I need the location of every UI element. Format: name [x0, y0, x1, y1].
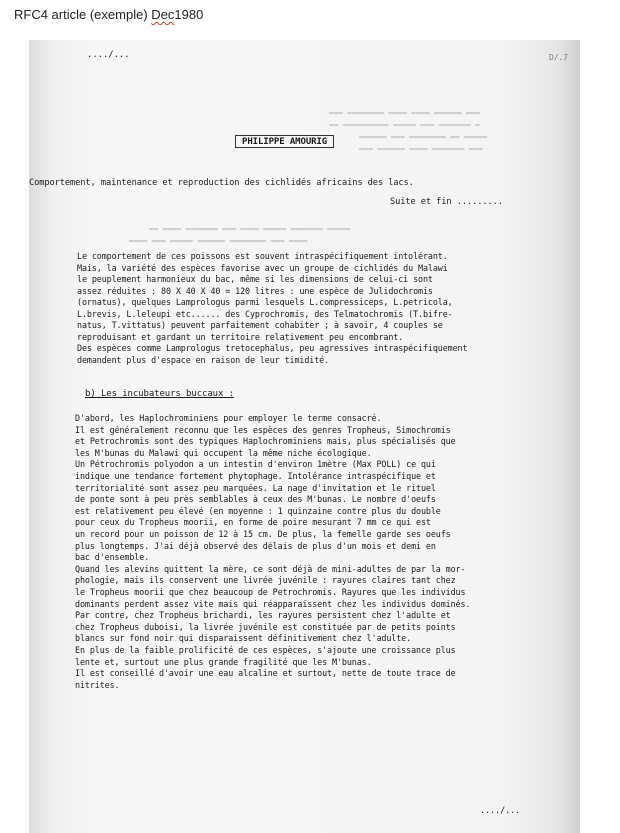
text-line: reproduisant et gardant un territoire relativement peu encombrant.: [77, 331, 404, 342]
text-line: Quand les alevins quittent la mère, ce sont déjà de mini-adultes de par la mor-: [75, 563, 466, 574]
text-line: un record pour un poisson de 12 à 15 cm. De plus, la femelle garde ses oeufs: [75, 529, 451, 539]
bleed-through: ▬▬▬ ▬▬▬▬▬▬ ▬▬▬▬ ▬▬▬▬▬▬▬ ▬▬▬: [359, 144, 483, 153]
text-line: lente et, surtout une plus grande fragilité que les M'bunas.: [75, 656, 372, 667]
text-line: plus longtemps. J'ai déjà observé des délais de plus d'un mois et demi en: [75, 540, 436, 551]
caption-prefix: RFC4 article (exemple): [14, 7, 152, 22]
text-line: Il est généralement reconnu que les espèces des genres Tropheus, Simochromis: [75, 424, 451, 435]
text-line: phologie, mais ils conservent une livrée juvénile : rayures claires tant chez: [75, 575, 456, 586]
text-line: le Tropheus moorii que chez beaucoup de Petrochromis. Rayures que les individus: [75, 587, 466, 597]
text-line: pour ceux du Tropheus moorii, en forme de poire mesurant 7 mm ce qui est: [75, 517, 431, 528]
text-line: Mais, la variété des espèces favorise avec un groupe de cichlidés du Malawi: [77, 262, 448, 273]
text-line: (ornatus), quelques Lamprologus parmi lesquels L.compressiceps, L.petricola,: [77, 297, 453, 307]
scanned-page: [29, 40, 580, 833]
text-line: D'abord, les Haplochrominiens pour employer le terme consacré.: [75, 413, 382, 423]
text-line: demandent plus d'espace en raison de leur timidité.: [77, 354, 330, 365]
page-marker-top: ..../...: [87, 50, 130, 60]
text-line: est relativement peu élevé (en moyenne : 1 quinzaine contre plus du double: [75, 505, 441, 516]
bleed-through: ▬▬▬▬ ▬▬▬ ▬▬▬▬▬ ▬▬▬▬▬▬ ▬▬▬▬▬▬▬▬ ▬▬▬ ▬▬▬▬: [129, 236, 308, 245]
text-line: de ponte sont à peu près semblables à ceux des M'bunas. Le nombre d'oeufs: [75, 494, 436, 505]
section-heading: b) Les incubateurs buccaux :: [85, 389, 234, 399]
text-line: dominants perdent assez vite mais qui réapparaissent chez les individus dominés.: [75, 598, 471, 609]
caption-month: Dec: [151, 7, 175, 22]
page-marker-bottom: ..../...: [480, 806, 521, 816]
caption-year: 1980: [174, 7, 204, 22]
text-line: chez Tropheus duboisi, la livrée juvénile est constituée par de petits points: [75, 621, 456, 632]
text-line: En plus de la faible prolificité de ces espèces, s'ajoute une croissance plus: [75, 645, 456, 655]
bleed-through: ▬▬▬ ▬▬▬▬▬▬▬▬ ▬▬▬▬ ▬▬▬▬ ▬▬▬▬▬▬ ▬▬▬: [329, 108, 480, 117]
text-line: nitrites.: [75, 679, 120, 690]
text-line: L.brevis, L.leleupi etc...... des Cyprochromis, des Telmatochromis (T.bifre-: [77, 308, 453, 319]
text-line: Un Pétrochromis polyodon a un intestin d'environ 1mètre (Max POLL) ce qui: [75, 459, 436, 470]
text-line: le peuplement harmonieux du bac, même si les dimensions de celui-ci sont: [77, 274, 433, 284]
bleed-through: ▬▬ ▬▬▬▬ ▬▬▬▬▬▬▬ ▬▬▬ ▬▬▬▬ ▬▬▬▬▬ ▬▬▬▬▬▬▬ ▬▬▬▬▬: [149, 224, 351, 233]
text-line: Il est conseillé d'avoir une eau alcaline et surtout, nette de toute trace de: [75, 668, 456, 679]
continued-note: Suite et fin .........: [390, 197, 503, 207]
article-title: Comportement, maintenance et reproduction des cichlidés africains des lacs.: [29, 178, 414, 188]
text-line: assez réduites : 80 X 40 X 40 = 120 litres : une espèce de Julidochromis: [77, 285, 433, 296]
text-line: Le comportement de ces poissons est souvent intraspécifiquement intolérant.: [77, 251, 448, 261]
corner-handwritten-mark: D/.7: [549, 53, 568, 62]
text-line: natus, T.vittatus) peuvent parfaitement cohabiter ; à savoir, 4 couples se: [77, 320, 443, 330]
text-line: indique une tendance fortement phytophage. Intolérance intraspécifique et: [75, 471, 436, 481]
author-box: PHILIPPE AMOURIG: [235, 135, 334, 148]
bleed-through: ▬▬ ▬▬▬▬▬▬▬▬▬▬ ▬▬▬▬▬ ▬▬▬ ▬▬▬▬▬▬▬ ▬: [329, 120, 480, 129]
text-line: territorialité sont assez peu marquées. La nage d'invitation et le rituel: [75, 482, 436, 493]
text-line: Des espèces comme Lamprologus tretocephalus, peu agressives intraspécifiquement: [77, 343, 468, 353]
text-line: les M'bunas du Malawi qui occupent la même niche écologique.: [75, 447, 372, 458]
document-caption: [14, 7, 203, 22]
text-line: blancs sur fond noir qui disparaissent définitivement chez l'adulte.: [75, 633, 412, 644]
text-line: bac d'ensemble.: [75, 552, 150, 563]
text-line: et Petrochromis sont des typiques Haplochrominiens mais, plus spécialisés que: [75, 436, 456, 447]
bleed-through: ▬▬▬▬▬▬ ▬▬▬ ▬▬▬▬▬▬▬▬ ▬▬ ▬▬▬▬▬: [359, 132, 488, 141]
text-line: Par contre, chez Tropheus brichardi, les rayures persistent chez l'adulte et: [75, 610, 451, 621]
